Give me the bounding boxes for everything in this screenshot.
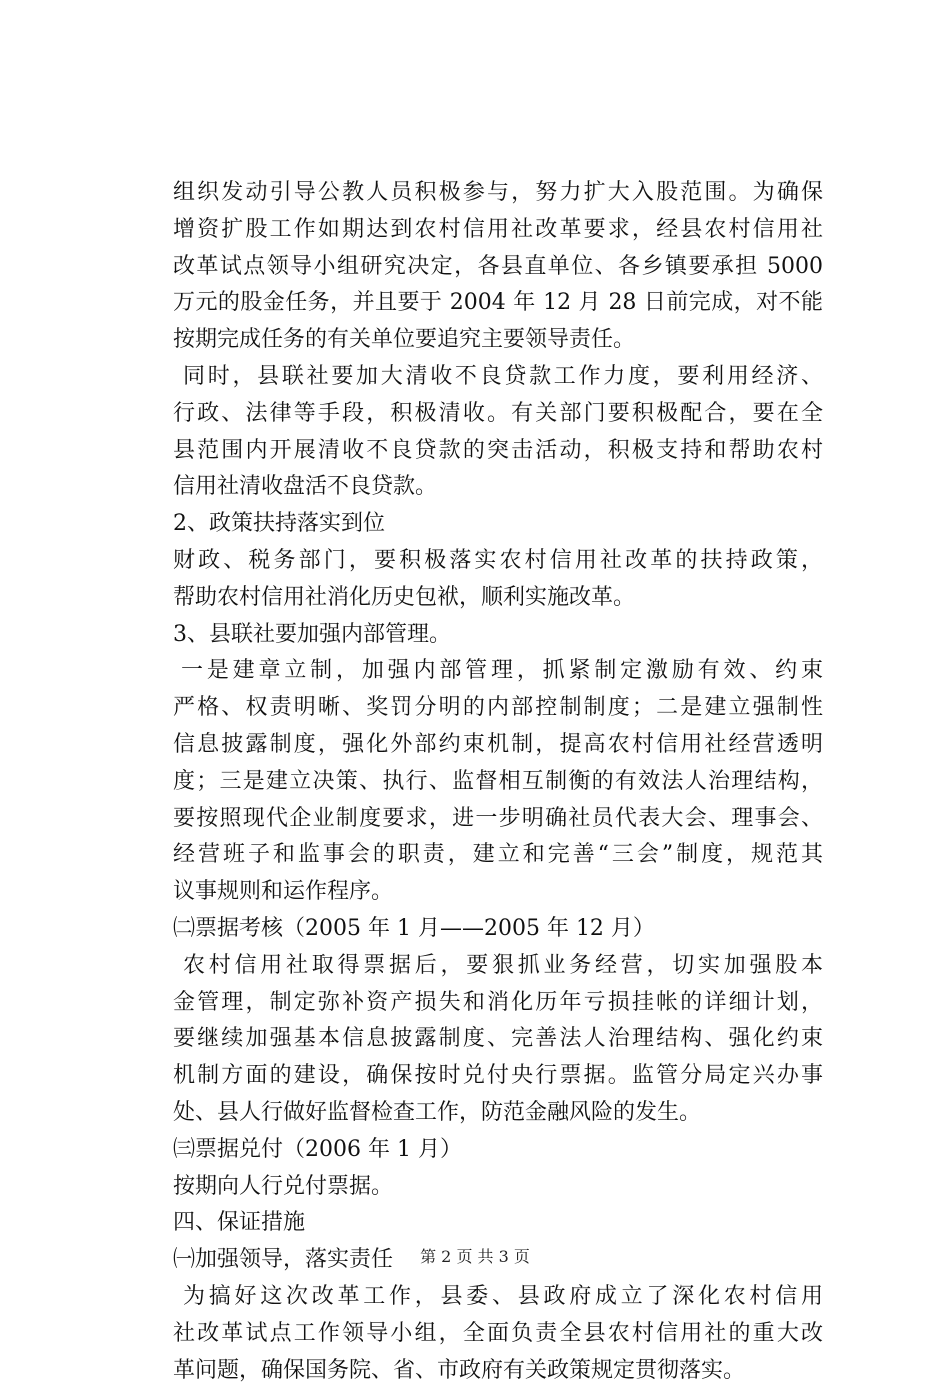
text-line: 行政、法律等手段，积极清收。有关部门要积极配合，要在全 [173,396,823,433]
text-line: 县范围内开展清收不良贷款的突击活动，积极支持和帮助农村 [173,433,823,470]
section-heading: 2、政策扶持落实到位 [173,506,823,543]
text-line: 社改革试点工作领导小组，全面负责全县农村信用社的重大改 [173,1316,823,1353]
text-line: 增资扩股工作如期达到农村信用社改革要求，经县农村信用社 [173,212,823,249]
text-line: 议事规则和运作程序。 [173,874,823,911]
text-line: 金管理，制定弥补资产损失和消化历年亏损挂帐的详细计划， [173,985,823,1022]
text-line: 按期完成任务的有关单位要追究主要领导责任。 [173,322,823,359]
text-line: 要按照现代企业制度要求，进一步明确社员代表大会、理事会、 [173,801,823,838]
section-heading: 3、县联社要加强内部管理。 [173,617,823,654]
text-line: 为搞好这次改革工作，县委、县政府成立了深化农村信用 [173,1279,823,1316]
section-heading: ㈡票据考核（2005 年 1 月——2005 年 12 月） [173,911,823,948]
text-line: 一是建章立制，加强内部管理，抓紧制定激励有效、约束 [173,653,823,690]
page-footer: 第 2 页 共 3 页 [0,1244,950,1267]
text-line: 经营班子和监事会的职责，建立和完善“三会”制度，规范其 [173,837,823,874]
text-line: 组织发动引导公教人员积极参与，努力扩大入股范围。为确保 [173,175,823,212]
text-line: 信用社清收盘活不良贷款。 [173,469,823,506]
text-line: 按期向人行兑付票据。 [173,1169,823,1206]
text-line: 农村信用社取得票据后，要狠抓业务经营，切实加强股本 [173,948,823,985]
text-line: 万元的股金任务，并且要于 2004 年 12 月 28 日前完成，对不能 [173,285,823,322]
section-heading: ㈠加强领导，落实责任 [173,1242,823,1279]
text-line: 度；三是建立决策、执行、监督相互制衡的有效法人治理结构， [173,764,823,801]
text-line: 革问题，确保国务院、省、市政府有关政策规定贯彻落实。 [173,1353,823,1389]
text-line: 机制方面的建设，确保按时兑付央行票据。监管分局定兴办事 [173,1058,823,1095]
text-line: 严格、权责明晰、奖罚分明的内部控制制度；二是建立强制性 [173,690,823,727]
text-line: 帮助农村信用社消化历史包袱，顺利实施改革。 [173,580,823,617]
text-line: 改革试点领导小组研究决定，各县直单位、各乡镇要承担 5000 [173,249,823,286]
text-line: 信息披露制度，强化外部约束机制，提高农村信用社经营透明 [173,727,823,764]
section-heading: 四、保证措施 [173,1205,823,1242]
text-line: 同时，县联社要加大清收不良贷款工作力度，要利用经济、 [173,359,823,396]
text-line: 财政、税务部门，要积极落实农村信用社改革的扶持政策， [173,543,823,580]
text-line: 要继续加强基本信息披露制度、完善法人治理结构、强化约束 [173,1021,823,1058]
section-heading: ㈢票据兑付（2006 年 1 月） [173,1132,823,1169]
document-body [173,175,823,1389]
text-line: 处、县人行做好监督检查工作，防范金融风险的发生。 [173,1095,823,1132]
